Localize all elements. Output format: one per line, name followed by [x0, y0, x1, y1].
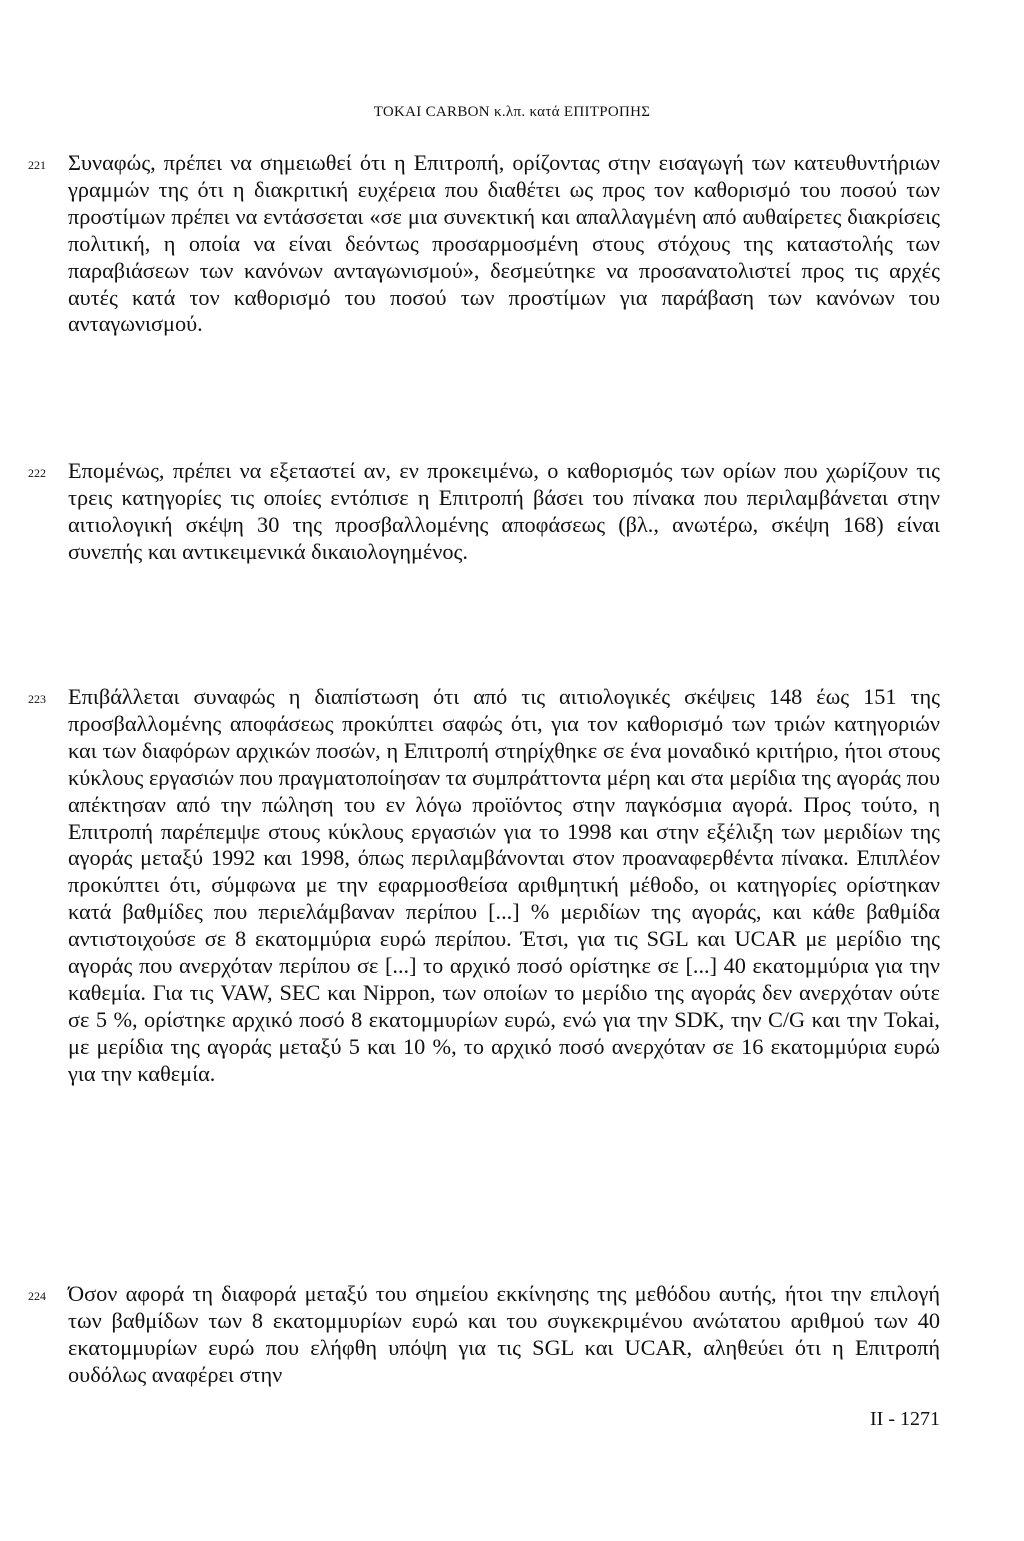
paragraph-text: Συναφώς, πρέπει να σημειωθεί ότι η Επιτροπή, ορίζοντας στην εισαγωγή των κατευθυντήριων γραμμών της ότι η διακριτική ευχέρεια που διαθέτει ως προς τον καθορισμό του ποσού των προστίμων πρέπει να εντάσσεται «σε μια συνεκτική και απαλλαγμένη από αυθαίρετες διακρίσεις πολιτική, η οποία να είναι δεόντως προσαρμοσμένη στους στόχους της καταστολής των παραβιάσεων των κανόνων ανταγωνισμού», δεσμεύτηκε να προσανατολιστεί προς τις αρχές αυτές κατά τον καθορισμό του ποσού των προστίμων για παράβαση των κανόνων του ανταγωνισμού. [68, 150, 940, 337]
paragraph-text: Επομένως, πρέπει να εξεταστεί αν, εν προκειμένω, ο καθορισμός των ορίων που χωρίζουν τις τρεις κατηγορίες τις οποίες εντόπισε η Επιτροπή βάσει του πίνακα που περιλαμβάνεται στην αιτιολογική σκέψη 30 της προσβαλλομένης αποφάσεως (βλ., ανωτέρω, σκέψη 168) είναι συνεπής και αντικειμενικά δικαιολογημένος. [68, 458, 940, 564]
paragraph-number: 224 [28, 1289, 46, 1303]
paragraph-text: Όσον αφορά τη διαφορά μεταξύ του σημείου εκκίνησης της μεθόδου αυτής, ήτοι την επιλογή των βαθμίδων των 8 εκατομμυρίων ευρώ και του συγκεκριμένου ανώτατου αριθμού των 40 εκατομμυρίων ευρώ που ελήφθη υπόψη για τις SGL και UCAR, αληθεύει ότι η Επιτροπή ουδόλως αναφέρει στην [68, 1281, 940, 1387]
paragraph-number: 222 [28, 466, 46, 480]
paragraph-number: 221 [28, 158, 46, 172]
running-header: TOKAI CARBON κ.λπ. κατά ΕΠΙΤΡΟΠΗΣ [373, 104, 651, 120]
paragraph-number: 223 [28, 692, 46, 706]
page-number: II - 1271 [870, 1408, 940, 1430]
paragraph-text: Επιβάλλεται συναφώς η διαπίστωση ότι από τις αιτιολογικές σκέψεις 148 έως 151 της προσβαλλομένης αποφάσεως προκύπτει σαφώς ότι, για τον καθορισμό των τριών κατηγοριών και των διαφόρων αρχικών ποσών, η Επιτροπή στηρίχθηκε σε ένα μοναδικό κριτήριο, ήτοι στους κύκλους εργασιών που πραγματοποίησαν τα συμπράττοντα μέρη και στα μερίδια της αγοράς που απέκτησαν από την πώληση του εν λόγω προϊόντος στην παγκόσμια αγορά. Προς τούτο, η Επιτροπή παρέπεμψε στους κύκλους εργασιών για το 1998 και στην εξέλιξη των μεριδίων της αγοράς μεταξύ 1992 και 1998, όπως περιλαμβάνονται στον προαναφερθέντα πίνακα. Επιπλέον προκύπτει ότι, σύμφωνα με την εφαρμοσθείσα αριθμητική μέθοδο, οι κατηγορίες ορίστηκαν κατά βαθμίδες που περιελάμβαναν περίπου [...] % μεριδίων της αγοράς, και κάθε βαθμίδα αντιστοιχούσε σε 8 εκατομμύρια ευρώ περίπου. Έτσι, για τις SGL και UCAR με μερίδιο της αγοράς που ανερχόταν περίπου σε [...] το αρχικό ποσό ορίστηκε σε [...] 40 εκατομμύρια για την καθεμία. Για τις VAW, SEC και Nippon, των οποίων το μερίδιο της αγοράς δεν ανερχόταν ούτε σε 5 %, ορίστηκε αρχικό ποσό 8 εκατομμυρίων ευρώ, ενώ για την SDK, την C/G και την Tokai, με μερίδια της αγοράς μεταξύ 5 και 10 %, το αρχικό ποσό ανερχόταν σε 16 εκατομμύρια ευρώ για την καθεμία. [68, 684, 940, 1086]
